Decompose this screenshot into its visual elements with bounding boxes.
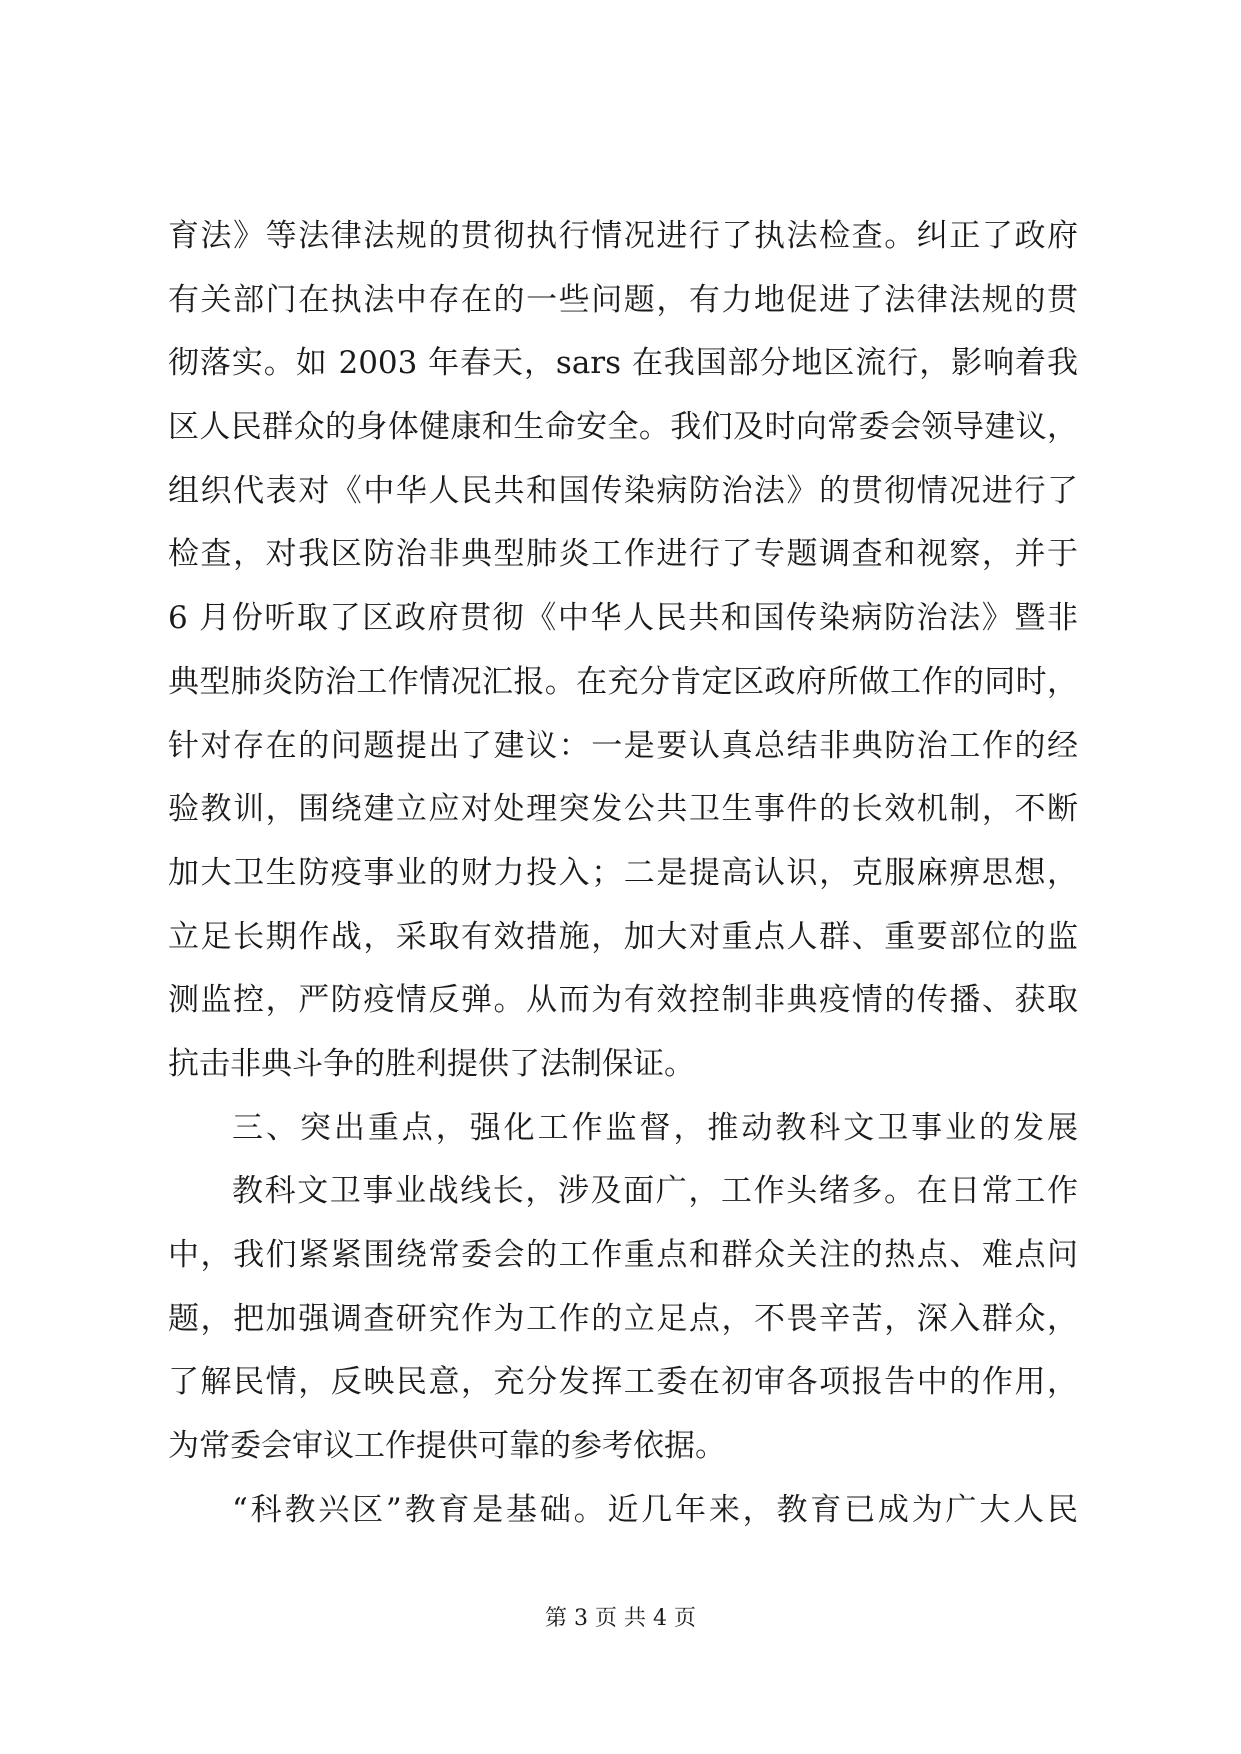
page-footer: 第 3 页 共 4 页: [545, 1606, 696, 1631]
text-line: 组织代表对《中华人民共和国传染病防治法》的贯彻情况进行了: [168, 472, 1078, 509]
text-line: “科教兴区”教育是基础。近几年来，教育已成为广大人民: [232, 1491, 1078, 1528]
text-line: 三、突出重点，强化工作监督，推动教科文卫事业的发展: [232, 1109, 1078, 1146]
text-line: 中，我们紧紧围绕常委会的工作重点和群众关注的热点、难点问: [168, 1237, 1078, 1273]
text-line: 区人民群众的身体健康和生命安全。我们及时向常委会领导建议，: [168, 409, 1078, 446]
text-line: 彻落实。如 2003 年春天，sars 在我国部分地区流行，影响着我: [168, 345, 1078, 382]
text-line: 为常委会审议工作提供可靠的参考依据。: [168, 1428, 726, 1465]
text-line: 了解民情，反映民意，充分发挥工委在初审各项报告中的作用，: [168, 1364, 1078, 1401]
text-line: 典型肺炎防治工作情况汇报。在充分肯定区政府所做工作的同时，: [168, 663, 1078, 700]
text-line: 立足长期作战，采取有效措施，加大对重点人群、重要部位的监: [168, 918, 1078, 955]
text-line: 抗击非典斗争的胜利提供了法制保证。: [168, 1045, 695, 1082]
document-body: [168, 205, 1078, 1542]
text-line: 题，把加强调查研究作为工作的立足点，不畏辛苦，深入群众，: [168, 1300, 1078, 1337]
text-line: 测监控，严防疫情反弹。从而为有效控制非典疫情的传播、获取: [168, 982, 1078, 1019]
text-line: 教科文卫事业战线长，涉及面广，工作头绪多。在日常工作: [232, 1173, 1078, 1210]
text-line: 育法》等法律法规的贯彻执行情况进行了执法检查。纠正了政府: [168, 218, 1078, 254]
text-line: 检查，对我区防治非典型肺炎工作进行了专题调查和视察，并于: [168, 536, 1078, 573]
text-line: 加大卫生防疫事业的财力投入；二是提高认识，克服麻痹思想，: [168, 854, 1078, 891]
text-line: 验教训，围绕建立应对处理突发公共卫生事件的长效机制，不断: [168, 791, 1078, 828]
text-line: 有关部门在执法中存在的一些问题，有力地促进了法律法规的贯: [168, 281, 1078, 318]
text-line: 针对存在的问题提出了建议：一是要认真总结非典防治工作的经: [168, 727, 1078, 764]
text-line: 6 月份听取了区政府贯彻《中华人民共和国传染病防治法》暨非: [168, 600, 1078, 637]
